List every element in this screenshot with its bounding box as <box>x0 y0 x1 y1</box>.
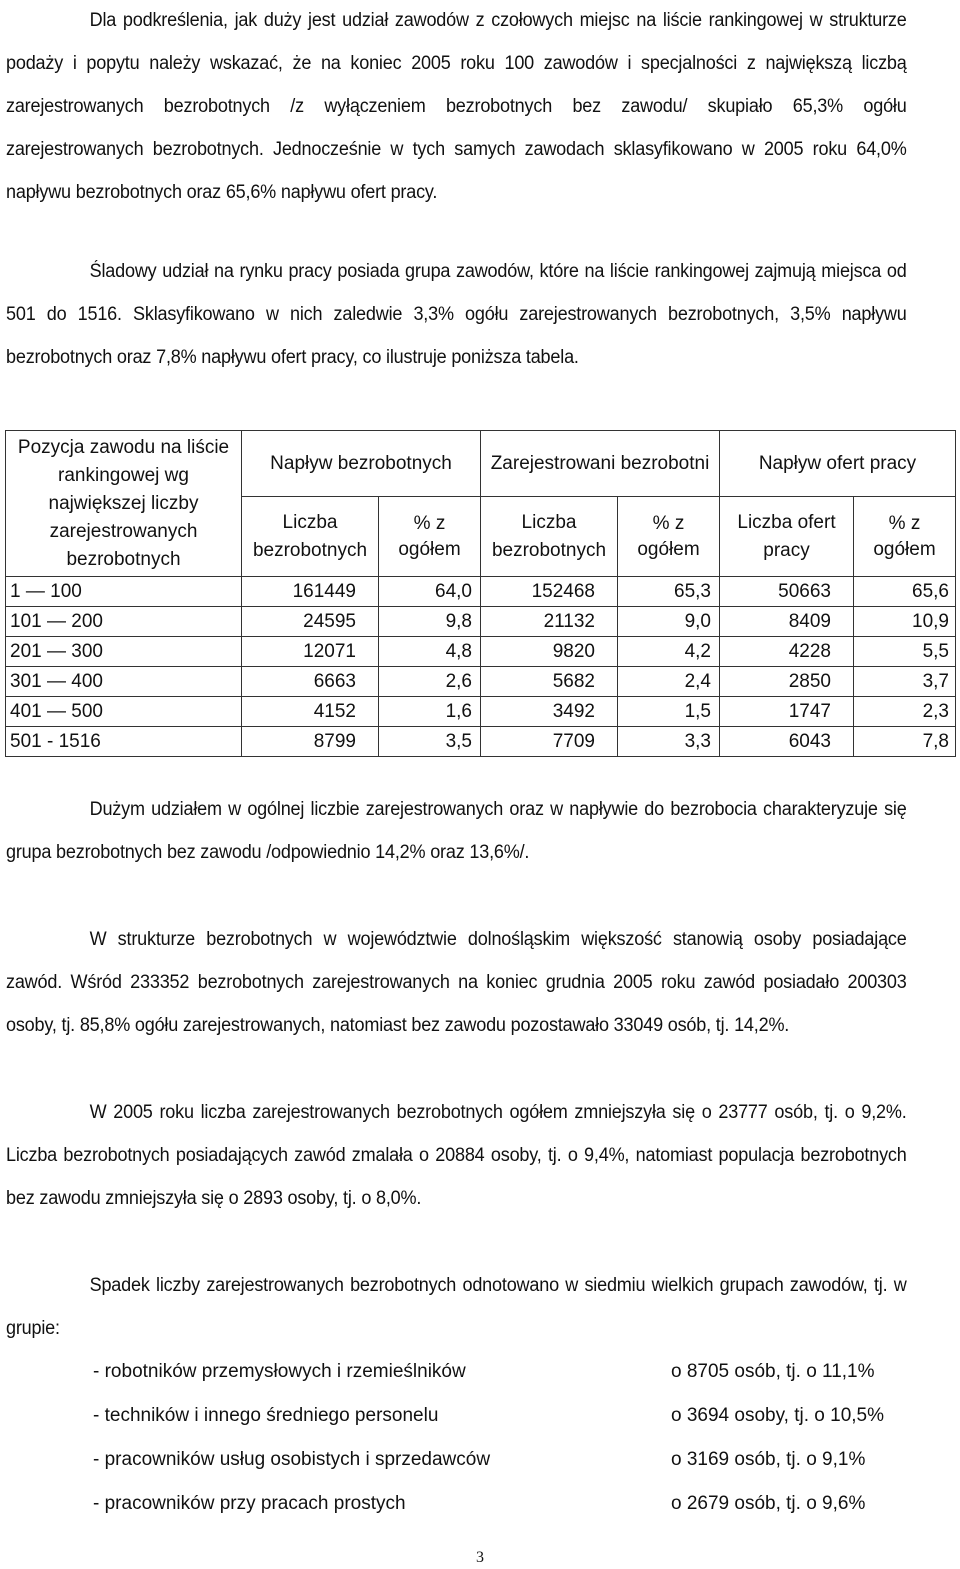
cell-offers-pct: 7,8 <box>854 727 956 757</box>
cell-registered: 5682 <box>481 667 618 697</box>
paragraph-3: Dużym udziałem w ogólnej liczbie zarejestrowanych oraz w napływie do bezrobocia charakteryzuje się grupa bezrobotnych bez zawodu /odpowiednio 14,2% oraz 13,6%/. <box>6 799 907 863</box>
list-item-label: - robotników przemysłowych i rzemieślników <box>93 1361 466 1382</box>
cell-offers: 1747 <box>720 697 854 727</box>
list-item <box>93 1394 953 1438</box>
cell-registered: 152468 <box>481 577 618 607</box>
cell-registered: 21132 <box>481 607 618 637</box>
paragraph-6: Spadek liczby zarejestrowanych bezrobotnych odnotowano w siedmiu wielkich grupach zawodów, tj. w grupie: <box>6 1275 907 1339</box>
list-item-value: o 3694 osoby, tj. o 10,5% <box>671 1405 885 1426</box>
cell-offers-pct: 5,5 <box>854 637 956 667</box>
cell-position: 301 — 400 <box>6 667 242 697</box>
cell-registered-pct: 2,4 <box>618 667 720 697</box>
cell-registered: 7709 <box>481 727 618 757</box>
cell-offers-pct: 3,7 <box>854 667 956 697</box>
ranking-table <box>5 430 956 757</box>
header-registered: Zarejestrowani bezrobotni <box>481 431 720 497</box>
cell-registered: 9820 <box>481 637 618 667</box>
list-item-label: - pracowników usług osobistych i sprzedawców <box>93 1449 491 1470</box>
cell-inflow: 161449 <box>242 577 379 607</box>
list-item-value: o 3169 osób, tj. o 9,1% <box>671 1449 866 1470</box>
cell-inflow-pct: 1,6 <box>379 697 481 727</box>
list-item <box>93 1350 953 1394</box>
cell-registered-pct: 1,5 <box>618 697 720 727</box>
cell-inflow-pct: 2,6 <box>379 667 481 697</box>
list-item <box>93 1482 953 1526</box>
table-row <box>6 607 956 637</box>
subheader-offers-pct: % z ogółem <box>854 497 956 577</box>
list-item <box>93 1438 953 1482</box>
table-row <box>6 667 956 697</box>
list-item-value: o 2679 osób, tj. o 9,6% <box>671 1493 866 1514</box>
subheader-inflow-pct: % z ogółem <box>379 497 481 577</box>
cell-registered-pct: 3,3 <box>618 727 720 757</box>
cell-position: 401 — 500 <box>6 697 242 727</box>
cell-registered-pct: 9,0 <box>618 607 720 637</box>
cell-inflow: 24595 <box>242 607 379 637</box>
cell-offers: 8409 <box>720 607 854 637</box>
cell-offers: 6043 <box>720 727 854 757</box>
page-number: 3 <box>476 1549 484 1566</box>
cell-inflow: 4152 <box>242 697 379 727</box>
list-item-label: - techników i innego średniego personelu <box>93 1405 439 1426</box>
paragraph-4: W strukturze bezrobotnych w województwie dolnośląskim większość stanowią osoby posiadające zawód. Wśród 233352 bezrobotnych zarejestrowanych na koniec grudnia 2005 roku zawód posiadało 200303 osoby, tj. 85,8% ogółu zarejestrowanych, natomiast bez zawodu pozostawało 33049 osób, tj. 14,2%. <box>6 929 907 1036</box>
subheader-registered-pct: % z ogółem <box>618 497 720 577</box>
paragraph-5: W 2005 roku liczba zarejestrowanych bezrobotnych ogółem zmniejszyła się o 23777 osób, tj. o 9,2%. Liczba bezrobotnych posiadających zawód zmalała o 20884 osoby, tj. o 9,4%, natomiast populacja bezrobotnych bez zawodu zmniejszyła się o 2893 osoby, tj. o 8,0%. <box>6 1102 907 1209</box>
list-item-value: o 8705 osób, tj. o 11,1% <box>671 1361 875 1382</box>
cell-offers: 2850 <box>720 667 854 697</box>
subheader-registered-count: Liczba bezrobotnych <box>481 497 618 577</box>
cell-position: 1 — 100 <box>6 577 242 607</box>
subheader-offers-count: Liczba ofert pracy <box>720 497 854 577</box>
cell-inflow-pct: 64,0 <box>379 577 481 607</box>
cell-registered: 3492 <box>481 697 618 727</box>
cell-position: 101 — 200 <box>6 607 242 637</box>
table-row <box>6 727 956 757</box>
header-inflow: Napływ bezrobotnych <box>242 431 481 497</box>
header-position: Pozycja zawodu na liście rankingowej wg największej liczby zarejestrowanych bezrobotnych <box>6 431 242 577</box>
cell-registered-pct: 4,2 <box>618 637 720 667</box>
group-decline-list <box>93 1350 953 1526</box>
paragraph-1: Dla podkreślenia, jak duży jest udział zawodów z czołowych miejsc na liście rankingowej w strukturze podaży i popytu należy wskazać, że na koniec 2005 roku 100 zawodów i specjalności z największą liczbą zarejestrowanych bezrobotnych /z wyłączeniem bezrobotnych bez zawodu/ skupiało 65,3% ogółu zarejestrowanych bezrobotnych. Jednocześnie w tych samych zawodach sklasyfikowano w 2005 roku 64,0% napływu bezrobotnych oraz 65,6% napływu ofert pracy. <box>6 10 907 203</box>
cell-position: 501 - 1516 <box>6 727 242 757</box>
cell-offers-pct: 65,6 <box>854 577 956 607</box>
cell-inflow: 8799 <box>242 727 379 757</box>
header-offers: Napływ ofert pracy <box>720 431 956 497</box>
cell-offers-pct: 10,9 <box>854 607 956 637</box>
list-item-label: - pracowników przy pracach prostych <box>93 1493 406 1514</box>
cell-inflow: 6663 <box>242 667 379 697</box>
subheader-inflow-count: Liczba bezrobotnych <box>242 497 379 577</box>
table-row <box>6 697 956 727</box>
paragraph-2: Śladowy udział na rynku pracy posiada grupa zawodów, które na liście rankingowej zajmują miejsca od 501 do 1516. Sklasyfikowano w nich zaledwie 3,3% ogółu zarejestrowanych bezrobotnych, 3,5% napływu bezrobotnych oraz 7,8% napływu ofert pracy, co ilustruje poniższa tabela. <box>6 261 907 368</box>
cell-offers: 4228 <box>720 637 854 667</box>
cell-offers: 50663 <box>720 577 854 607</box>
cell-inflow-pct: 4,8 <box>379 637 481 667</box>
cell-inflow-pct: 3,5 <box>379 727 481 757</box>
cell-registered-pct: 65,3 <box>618 577 720 607</box>
table-row <box>6 637 956 667</box>
cell-inflow: 12071 <box>242 637 379 667</box>
cell-position: 201 — 300 <box>6 637 242 667</box>
table-row <box>6 577 956 607</box>
cell-inflow-pct: 9,8 <box>379 607 481 637</box>
cell-offers-pct: 2,3 <box>854 697 956 727</box>
